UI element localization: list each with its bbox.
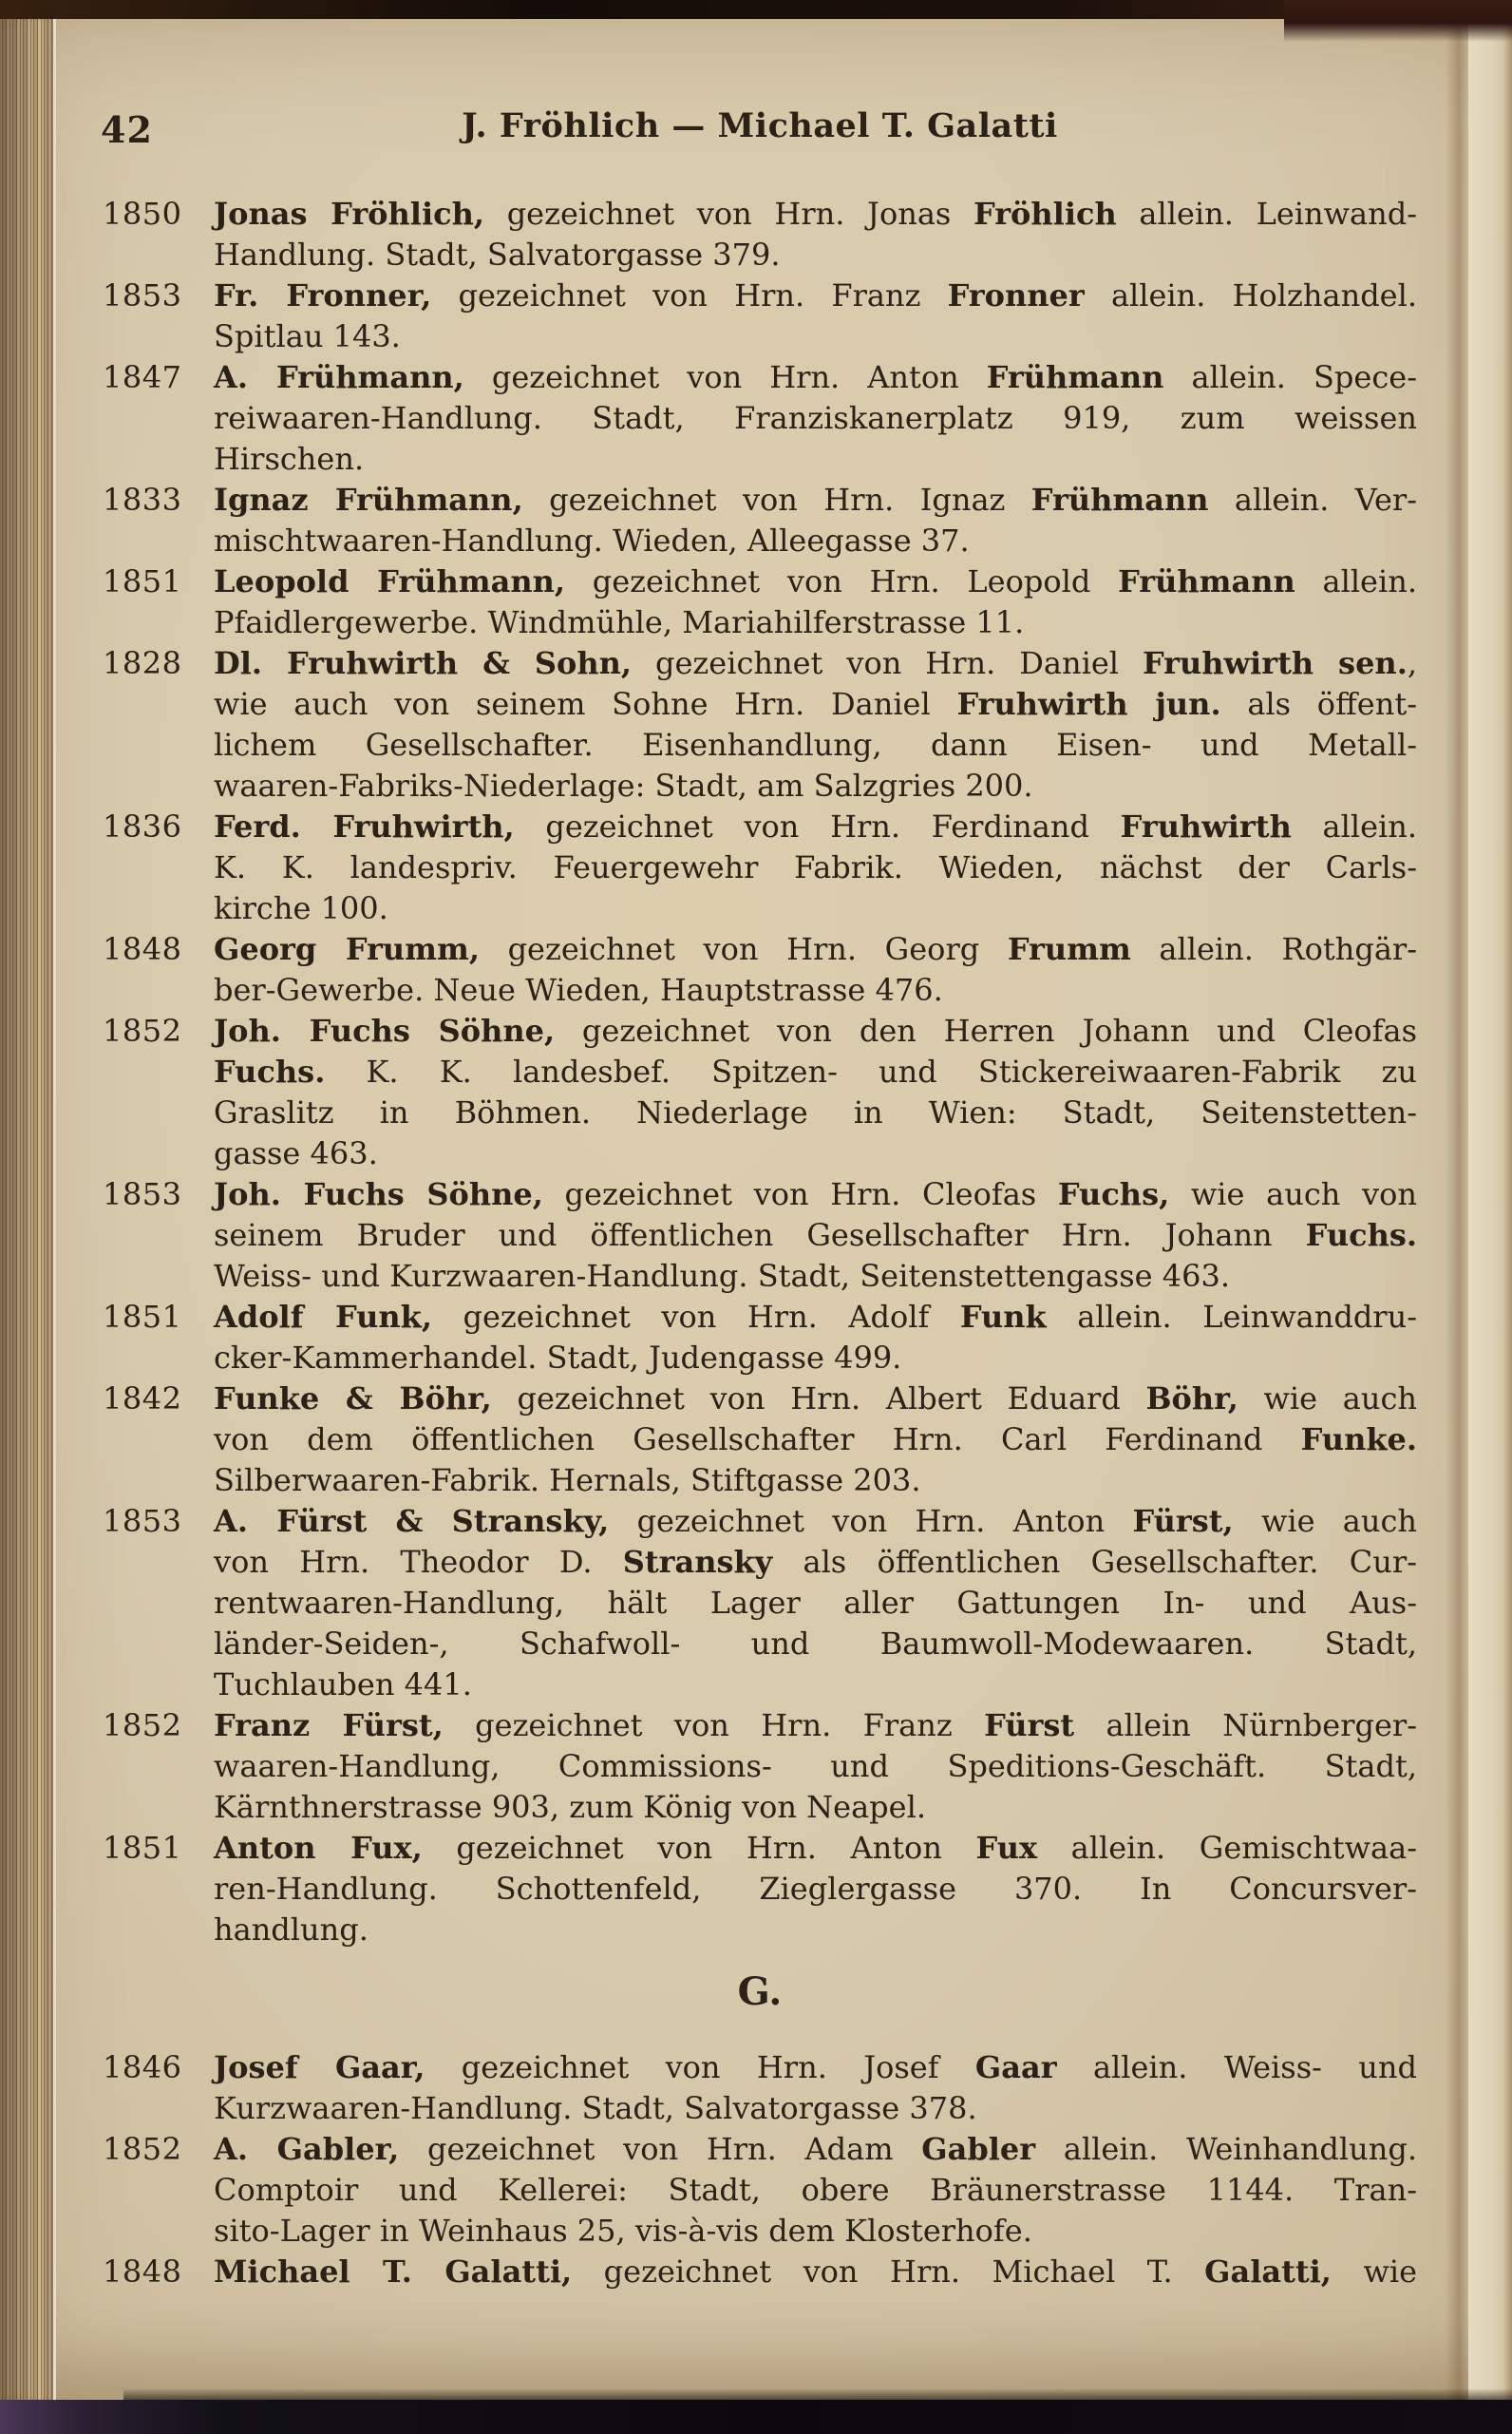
text-run: allein. Weiss- und bbox=[1056, 2049, 1418, 2085]
text-run: K. K. landespriv. Feuergewehr Fabrik. Wieden, nächst der Carls- bbox=[214, 849, 1417, 885]
entry-line bbox=[214, 1828, 1417, 1869]
entry-year: 1851 bbox=[103, 1830, 182, 1866]
entry-text bbox=[214, 1828, 1417, 1950]
entry-year: 1852 bbox=[103, 1013, 182, 1049]
text-run: Ignaz Frühmann, bbox=[214, 482, 523, 518]
text-run: Georg Frumm, bbox=[214, 931, 480, 967]
entry-year: 1836 bbox=[103, 808, 182, 845]
text-run: wie bbox=[1331, 2253, 1418, 2290]
entry-line bbox=[214, 766, 1417, 807]
text-run: allein. Ver- bbox=[1208, 482, 1418, 518]
text-run: gezeichnet von Hrn. Cleofas bbox=[542, 1176, 1058, 1212]
text-run: gezeichnet von Hrn. Leopold bbox=[565, 563, 1119, 599]
directory-entry bbox=[103, 1297, 1417, 1379]
text-run: gezeichnet von den Herren Johann und Cleofas bbox=[555, 1013, 1417, 1049]
entry-line bbox=[214, 2252, 1417, 2292]
entry-line bbox=[214, 807, 1417, 847]
entry-year: 1833 bbox=[103, 482, 182, 518]
text-run: allein. Rothgär- bbox=[1130, 931, 1417, 967]
text-run: Fuchs. bbox=[1305, 1217, 1417, 1253]
entry-line bbox=[214, 316, 1417, 357]
text-run: ren-Handlung. Schottenfeld, Zieglergasse 370. In Concursver- bbox=[214, 1871, 1417, 1907]
entry-year: 1851 bbox=[103, 563, 182, 599]
text-run: als öffent- bbox=[1220, 686, 1418, 722]
entry-line bbox=[214, 194, 1417, 235]
text-run: Frühmann bbox=[1030, 482, 1209, 518]
entry-line bbox=[214, 888, 1417, 929]
entry-line bbox=[214, 2047, 1417, 2088]
text-run: Adolf Funk, bbox=[214, 1299, 432, 1335]
text-run: Leopold Frühmann, bbox=[214, 563, 565, 599]
text-run: Funke. bbox=[1300, 1421, 1417, 1457]
directory-entry bbox=[103, 807, 1417, 929]
entry-text bbox=[214, 2129, 1417, 2252]
text-run: A. Frühmann, bbox=[214, 359, 464, 395]
text-run: Franz Fürst, bbox=[214, 1707, 444, 1743]
text-run: Fruhwirth bbox=[1120, 808, 1292, 845]
text-run: Fürst bbox=[984, 1707, 1075, 1743]
text-run: gezeichnet von Hrn. Franz bbox=[431, 277, 948, 314]
text-run: Joh. Fuchs Söhne, bbox=[214, 1176, 543, 1212]
entry-year: 1842 bbox=[103, 1380, 182, 1417]
directory-entry bbox=[103, 643, 1417, 807]
directory-entry bbox=[103, 480, 1417, 561]
entry-text bbox=[214, 357, 1417, 480]
text-run: allein Nürnberger- bbox=[1074, 1707, 1418, 1743]
directory-entry bbox=[103, 1705, 1417, 1828]
text-run: Ferd. Fruhwirth, bbox=[214, 808, 515, 845]
entry-line bbox=[214, 480, 1417, 521]
text-run: gezeichnet von Hrn. Adolf bbox=[431, 1299, 960, 1335]
entry-year: 1853 bbox=[103, 1503, 182, 1539]
text-run: gezeichnet von Hrn. Ferdinand bbox=[514, 808, 1121, 845]
text-run: , bbox=[1407, 645, 1417, 681]
entry-line bbox=[214, 1379, 1417, 1419]
text-run: gezeichnet von Hrn. Franz bbox=[443, 1707, 985, 1743]
text-run: Handlung. Stadt, Salvatorgasse 379. bbox=[214, 237, 781, 273]
entry-year: 1850 bbox=[103, 196, 182, 232]
directory-entry bbox=[103, 1011, 1417, 1174]
entry-line bbox=[214, 1746, 1417, 1787]
entry-line bbox=[214, 970, 1417, 1011]
entry-line bbox=[214, 929, 1417, 970]
text-run: gezeichnet von Hrn. Georg bbox=[479, 931, 1008, 967]
text-run: Comptoir und Kellerei: Stadt, obere Bräunerstrasse 1144. Tran- bbox=[214, 2172, 1417, 2208]
text-run: Fürst, bbox=[1132, 1503, 1234, 1539]
entry-line bbox=[214, 643, 1417, 684]
text-run: Fronner bbox=[947, 277, 1085, 314]
entry-line bbox=[214, 1501, 1417, 1542]
page-number: 42 bbox=[101, 108, 153, 151]
entry-year: 1828 bbox=[103, 645, 182, 681]
text-run: Silberwaaren-Fabrik. Hernals, Stiftgasse 203. bbox=[214, 1462, 921, 1498]
text-run: länder-Seiden-, Schafwoll- und Baumwoll-Modewaaren. Stadt, bbox=[214, 1626, 1417, 1662]
text-run: Dl. Fruhwirth & Sohn, bbox=[214, 645, 633, 681]
entry-line bbox=[214, 1215, 1417, 1256]
text-run: sito-Lager in Weinhaus 25, vis-à-vis dem Klosterhofe. bbox=[214, 2213, 1032, 2249]
text-run: Jonas Fröhlich, bbox=[214, 196, 484, 232]
text-run: Pfaidlergewerbe. Windmühle, Mariahilferstrasse 11. bbox=[214, 604, 1025, 640]
entry-text bbox=[214, 1297, 1417, 1379]
page-edge-stack bbox=[0, 19, 56, 2400]
text-run: gezeichnet von Hrn. Josef bbox=[425, 2049, 975, 2085]
text-run: Funke & Böhr, bbox=[214, 1380, 492, 1417]
text-run: Hirschen. bbox=[214, 441, 365, 477]
book-cover-top-corner bbox=[1284, 0, 1512, 42]
text-run: kirche 100. bbox=[214, 890, 388, 926]
directory-entry bbox=[103, 1379, 1417, 1501]
text-run: Josef Gaar, bbox=[214, 2049, 425, 2085]
text-run: wie auch bbox=[1238, 1380, 1417, 1417]
entry-text bbox=[214, 1501, 1417, 1705]
text-run: gezeichnet von Hrn. Anton bbox=[463, 359, 987, 395]
text-run: waaren-Fabriks-Niederlage: Stadt, am Salzgries 200. bbox=[214, 768, 1033, 804]
section-heading: G. bbox=[737, 1969, 783, 2014]
text-run: gezeichnet von Hrn. Anton bbox=[609, 1503, 1133, 1539]
text-run: gezeichnet von Hrn. Ignaz bbox=[522, 482, 1031, 518]
entry-line bbox=[214, 684, 1417, 725]
text-run: gezeichnet von Hrn. Albert Eduard bbox=[491, 1380, 1146, 1417]
text-run: Fr. Fronner, bbox=[214, 277, 432, 314]
text-run: handlung. bbox=[214, 1911, 369, 1948]
directory-entry bbox=[103, 1501, 1417, 1705]
text-run: seinem Bruder und öffentlichen Gesellschafter Hrn. Johann bbox=[214, 1217, 1306, 1253]
text-run: Gabler bbox=[921, 2131, 1036, 2167]
text-run: Fröhlich bbox=[973, 196, 1117, 232]
text-run: Kurzwaaren-Handlung. Stadt, Salvatorgasse 378. bbox=[214, 2090, 977, 2126]
entry-text bbox=[214, 1011, 1417, 1174]
entry-line bbox=[214, 725, 1417, 766]
directory-entry bbox=[103, 929, 1417, 1011]
text-run: mischtwaaren-Handlung. Wieden, Alleegasse 37. bbox=[214, 523, 970, 559]
text-run: Frühmann bbox=[986, 359, 1164, 395]
entry-line bbox=[214, 1705, 1417, 1746]
entry-line bbox=[214, 439, 1417, 480]
text-run: Michael T. Galatti, bbox=[214, 2253, 573, 2290]
entry-year: 1848 bbox=[103, 2253, 182, 2290]
entry-line bbox=[214, 847, 1417, 888]
text-run: Fuchs, bbox=[1057, 1176, 1170, 1212]
text-run: Stransky bbox=[622, 1544, 773, 1580]
entry-year: 1846 bbox=[103, 2049, 182, 2085]
entry-line bbox=[214, 561, 1417, 602]
entry-line bbox=[214, 1133, 1417, 1174]
entry-line bbox=[214, 1338, 1417, 1379]
entry-line bbox=[214, 521, 1417, 561]
page-header bbox=[103, 106, 1417, 150]
directory-entry bbox=[103, 276, 1417, 357]
text-run: Graslitz in Böhmen. Niederlage in Wien: Stadt, Seitenstetten- bbox=[214, 1094, 1417, 1131]
entry-text bbox=[214, 561, 1417, 643]
entry-text bbox=[214, 929, 1417, 1011]
directory-entry bbox=[103, 561, 1417, 643]
text-run: A. Gabler, bbox=[214, 2131, 400, 2167]
entry-text bbox=[214, 1174, 1417, 1297]
entry-text bbox=[214, 276, 1417, 357]
entry-text bbox=[214, 807, 1417, 929]
entry-text bbox=[214, 1705, 1417, 1828]
text-run: gezeichnet von Hrn. Adam bbox=[399, 2131, 922, 2167]
text-run: allein. Leinwanddru- bbox=[1046, 1299, 1418, 1335]
text-run: allein. bbox=[1291, 808, 1418, 845]
entry-text bbox=[214, 2047, 1417, 2129]
entry-line bbox=[214, 2088, 1417, 2129]
text-run: als öffentlichen Gesellschafter. Cur- bbox=[772, 1544, 1418, 1580]
text-run: Gaar bbox=[974, 2049, 1057, 2085]
page-content bbox=[103, 19, 1417, 2400]
text-run: gasse 463. bbox=[214, 1135, 378, 1171]
text-run: wie auch von seinem Sohne Hrn. Daniel bbox=[214, 686, 957, 722]
text-run: allein. Leinwand- bbox=[1116, 196, 1418, 232]
text-run: Böhr, bbox=[1145, 1380, 1238, 1417]
text-run: Tuchlauben 441. bbox=[214, 1666, 472, 1702]
entry-line bbox=[214, 2129, 1417, 2170]
entry-year: 1853 bbox=[103, 277, 182, 314]
text-run: gezeichnet von Hrn. Daniel bbox=[632, 645, 1143, 681]
entry-line bbox=[214, 1624, 1417, 1664]
text-run: Anton Fux, bbox=[214, 1830, 423, 1866]
entry-text bbox=[214, 2252, 1417, 2292]
text-run: Fruhwirth jun. bbox=[956, 686, 1221, 722]
text-run: allein. bbox=[1295, 563, 1418, 599]
entry-line bbox=[214, 1869, 1417, 1910]
text-run: Galatti, bbox=[1204, 2253, 1332, 2290]
directory-entry bbox=[103, 2252, 1417, 2292]
text-run: Joh. Fuchs Söhne, bbox=[214, 1013, 556, 1049]
text-run: Fux bbox=[975, 1830, 1038, 1866]
running-title: J. Fröhlich — Michael T. Galatti bbox=[462, 106, 1058, 145]
text-run: A. Fürst & Stransky, bbox=[214, 1503, 610, 1539]
entry-line bbox=[214, 276, 1417, 316]
entry-text bbox=[214, 480, 1417, 561]
text-run: Fuchs. bbox=[214, 1054, 326, 1090]
text-run: allein. Gemischtwaa- bbox=[1037, 1830, 1417, 1866]
directory-entry bbox=[103, 194, 1417, 276]
text-run: waaren-Handlung, Commissions- und Speditions-Geschäft. Stadt, bbox=[214, 1748, 1417, 1784]
book-cover-bottom-edge bbox=[0, 2400, 1512, 2434]
directory-entry bbox=[103, 1174, 1417, 1297]
entry-line bbox=[214, 1460, 1417, 1501]
entry-year: 1852 bbox=[103, 1707, 182, 1743]
entry-line bbox=[214, 602, 1417, 643]
entry-line bbox=[214, 2170, 1417, 2211]
entry-line bbox=[214, 1419, 1417, 1460]
entry-line bbox=[214, 1542, 1417, 1583]
entry-line bbox=[214, 1910, 1417, 1950]
text-run: allein. Spece- bbox=[1163, 359, 1418, 395]
text-run: allein. Holzhandel. bbox=[1084, 277, 1418, 314]
entry-year: 1853 bbox=[103, 1176, 182, 1212]
text-run: gezeichnet von Hrn. Michael T. bbox=[572, 2253, 1205, 2290]
entry-text bbox=[214, 1379, 1417, 1501]
text-run: Frühmann bbox=[1118, 563, 1295, 599]
text-run: Fruhwirth sen. bbox=[1142, 645, 1408, 681]
entry-line bbox=[214, 1256, 1417, 1297]
entry-line bbox=[214, 235, 1417, 276]
text-run: ber-Gewerbe. Neue Wieden, Hauptstrasse 476. bbox=[214, 972, 943, 1008]
directory-entry bbox=[103, 1828, 1417, 1950]
entry-line bbox=[214, 1664, 1417, 1705]
entry-line bbox=[214, 398, 1417, 439]
text-run: Kärnthnerstrasse 903, zum König von Neapel. bbox=[214, 1789, 926, 1825]
text-run: wie auch von bbox=[1169, 1176, 1418, 1212]
entry-year: 1851 bbox=[103, 1299, 182, 1335]
text-run: Funk bbox=[959, 1299, 1047, 1335]
entry-year: 1847 bbox=[103, 359, 182, 395]
text-run: wie auch bbox=[1233, 1503, 1418, 1539]
directory-entry bbox=[103, 357, 1417, 480]
text-run: Weiss- und Kurzwaaren-Handlung. Stadt, Seitenstettengasse 463. bbox=[214, 1258, 1230, 1294]
text-run: K. K. landesbef. Spitzen- und Stickereiwaaren-Fabrik zu bbox=[325, 1054, 1417, 1090]
entry-line bbox=[214, 1787, 1417, 1828]
entry-line bbox=[214, 2211, 1417, 2252]
entry-year: 1852 bbox=[103, 2131, 182, 2167]
text-run: gezeichnet von Hrn. Jonas bbox=[484, 196, 974, 232]
directory-entry bbox=[103, 2129, 1417, 2252]
text-run: gezeichnet von Hrn. Anton bbox=[422, 1830, 976, 1866]
directory-sections bbox=[103, 194, 1417, 2292]
entry-line bbox=[214, 1297, 1417, 1338]
entry-line bbox=[214, 1583, 1417, 1624]
entry-line bbox=[214, 1174, 1417, 1215]
text-run: Frumm bbox=[1007, 931, 1131, 967]
text-run: cker-Kammerhandel. Stadt, Judengasse 499. bbox=[214, 1340, 902, 1376]
entry-year: 1848 bbox=[103, 931, 182, 967]
text-run: von dem öffentlichen Gesellschafter Hrn. Carl Ferdinand bbox=[214, 1421, 1301, 1457]
entry-line bbox=[214, 1011, 1417, 1052]
text-run: von Hrn. Theodor D. bbox=[214, 1544, 623, 1580]
entry-line bbox=[214, 357, 1417, 398]
entry-text bbox=[214, 194, 1417, 276]
text-run: lichem Gesellschafter. Eisenhandlung, dann Eisen- und Metall- bbox=[214, 727, 1417, 763]
text-run: reiwaaren-Handlung. Stadt, Franziskanerplatz 919, zum weissen bbox=[214, 400, 1417, 436]
entry-line bbox=[214, 1093, 1417, 1133]
text-run: Spitlau 143. bbox=[214, 318, 401, 354]
entry-line bbox=[214, 1052, 1417, 1093]
directory-entry bbox=[103, 2047, 1417, 2129]
text-run: rentwaaren-Handlung, hält Lager aller Gattungen In- und Aus- bbox=[214, 1585, 1417, 1621]
entry-text bbox=[214, 643, 1417, 807]
text-run: allein. Weinhandlung. bbox=[1035, 2131, 1418, 2167]
